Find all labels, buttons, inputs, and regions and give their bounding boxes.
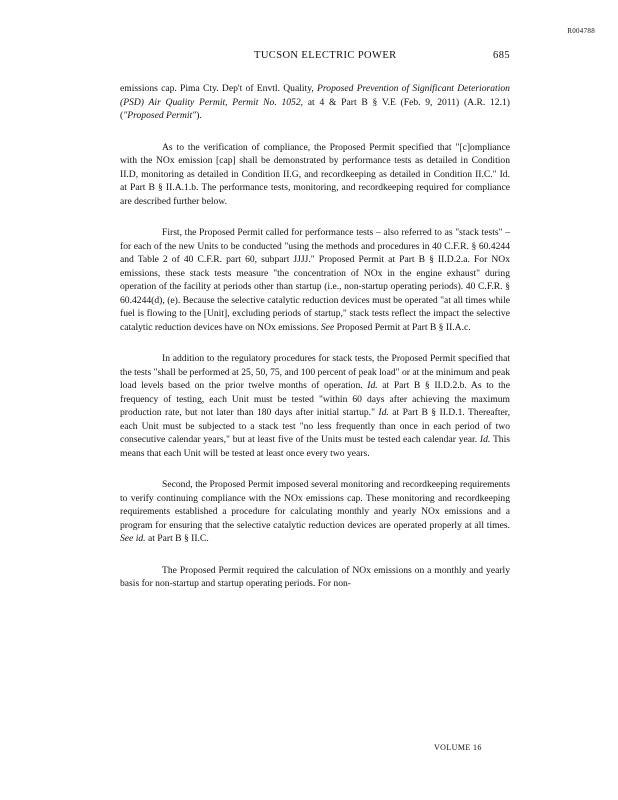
paragraph-3 (120, 226, 510, 334)
p1-permit-title: Proposed Prevention of Significant Deterioration (PSD) Air Quality Permit, Permit No. 1052 (120, 83, 510, 108)
paragraph-2: As to the verification of compliance, the Proposed Permit specified that "[c]ompliance with the NOx emission [cap] shall be demonstrated by performance tests as detailed in Condition II.D, monitoring as detailed in Condition II.G, and recordkeeping as detailed in Condition II.C." Id. at Part B § II.A.1.b. The performance tests, monitoring, and recordkeeping required for compliance are described further below. (120, 141, 510, 207)
paragraph-1 (120, 82, 510, 123)
volume-id: VOLUME 16 (434, 743, 482, 752)
p3-text-c: Proposed Permit at Part B § II.A.c. (334, 321, 471, 333)
p1-text-a: emissions cap. Pima Cty. Dep't of Envtl. Quality, (120, 83, 318, 94)
p4-id-1: Id. (367, 380, 378, 391)
p5-text-a: Second, the Proposed Permit imposed several monitoring and recordkeeping requirements to verify continuing compliance with the NOx emissions cap. These monitoring and recordkeeping requirements established a procedure for calculating monthly and yearly NOx emissions and a program for ensuring that the selective catalytic reduction devices are operated properly at all times. (120, 479, 510, 531)
running-title: TUCSON ELECTRIC POWER (254, 50, 397, 61)
p4-id-2: Id. (378, 407, 389, 418)
p4-text-a: In addition to the regulatory procedures for stack tests, the Proposed Permit specified that the tests "shall be performed at 25, 50, 75, and 100 percent of peak load" or at the minimum and peak load levels based on the prior twelve months of operation. (120, 353, 510, 391)
paragraph-5 (120, 478, 510, 546)
p5-signal-see-id: See id. (120, 533, 146, 544)
p4-id-3: Id. (479, 434, 491, 445)
p1-text-e: ). (196, 110, 202, 121)
document-id: R004788 (567, 27, 595, 35)
p1-short-name: "Proposed Permit" (123, 110, 197, 121)
p4-text-e: at Part B § II.D.1. Thereafter, each Unit must be subjected to a stack test "no less frequently than once in each period of two consecutive calendar years," but at least five of the Units must be tested each calendar year. (120, 407, 511, 445)
p4-text-c: at Part B § II.D.2.b. As to the frequency of testing, each Unit must be tested "within 60 days after achieving the maximum production rate, but not later than 180 days after initial startup." (120, 380, 510, 418)
p5-text-c: at Part B § II.C. (145, 533, 209, 544)
p1-text-c: , at 4 & Part B § V.E (Feb. 9, 2011) (A.R. 12.1) ( (120, 96, 510, 121)
paragraph-4 (120, 352, 510, 460)
body-text (120, 82, 510, 609)
paragraph-6: The Proposed Permit required the calculation of NOx emissions on a monthly and yearly basis for non-startup and startup operating periods. For non- (120, 564, 510, 589)
page-number: 685 (493, 50, 510, 61)
p3-text-a: First, the Proposed Permit called for performance tests – also referred to as "stack tests" – for each of the new Units to be conducted "using the methods and procedures in 40 C.F.R. § 60.4244 and Table 2 of 40 C.F.R. part 60, subpart JJJJ." Proposed Permit at Part B § II.D.2.a. For NOx emissions, these stack tests measure "the concentration of NOx in the engine exhaust" during operation of the facility at periods other than startup (i.e., non-startup operating periods). 40 C.F.R. § 60.4244(d), (e). Because the selective catalytic reduction devices must be operated "at all times while fuel is flowing to the [Unit], excluding periods of startup," stack tests reflect the impact the selective catalytic reduction devices have on NOx emissions. (120, 227, 510, 333)
p4-text-g: This means that each Unit will be tested at least once every two years. (120, 434, 510, 459)
p3-signal-see: See (320, 321, 335, 333)
